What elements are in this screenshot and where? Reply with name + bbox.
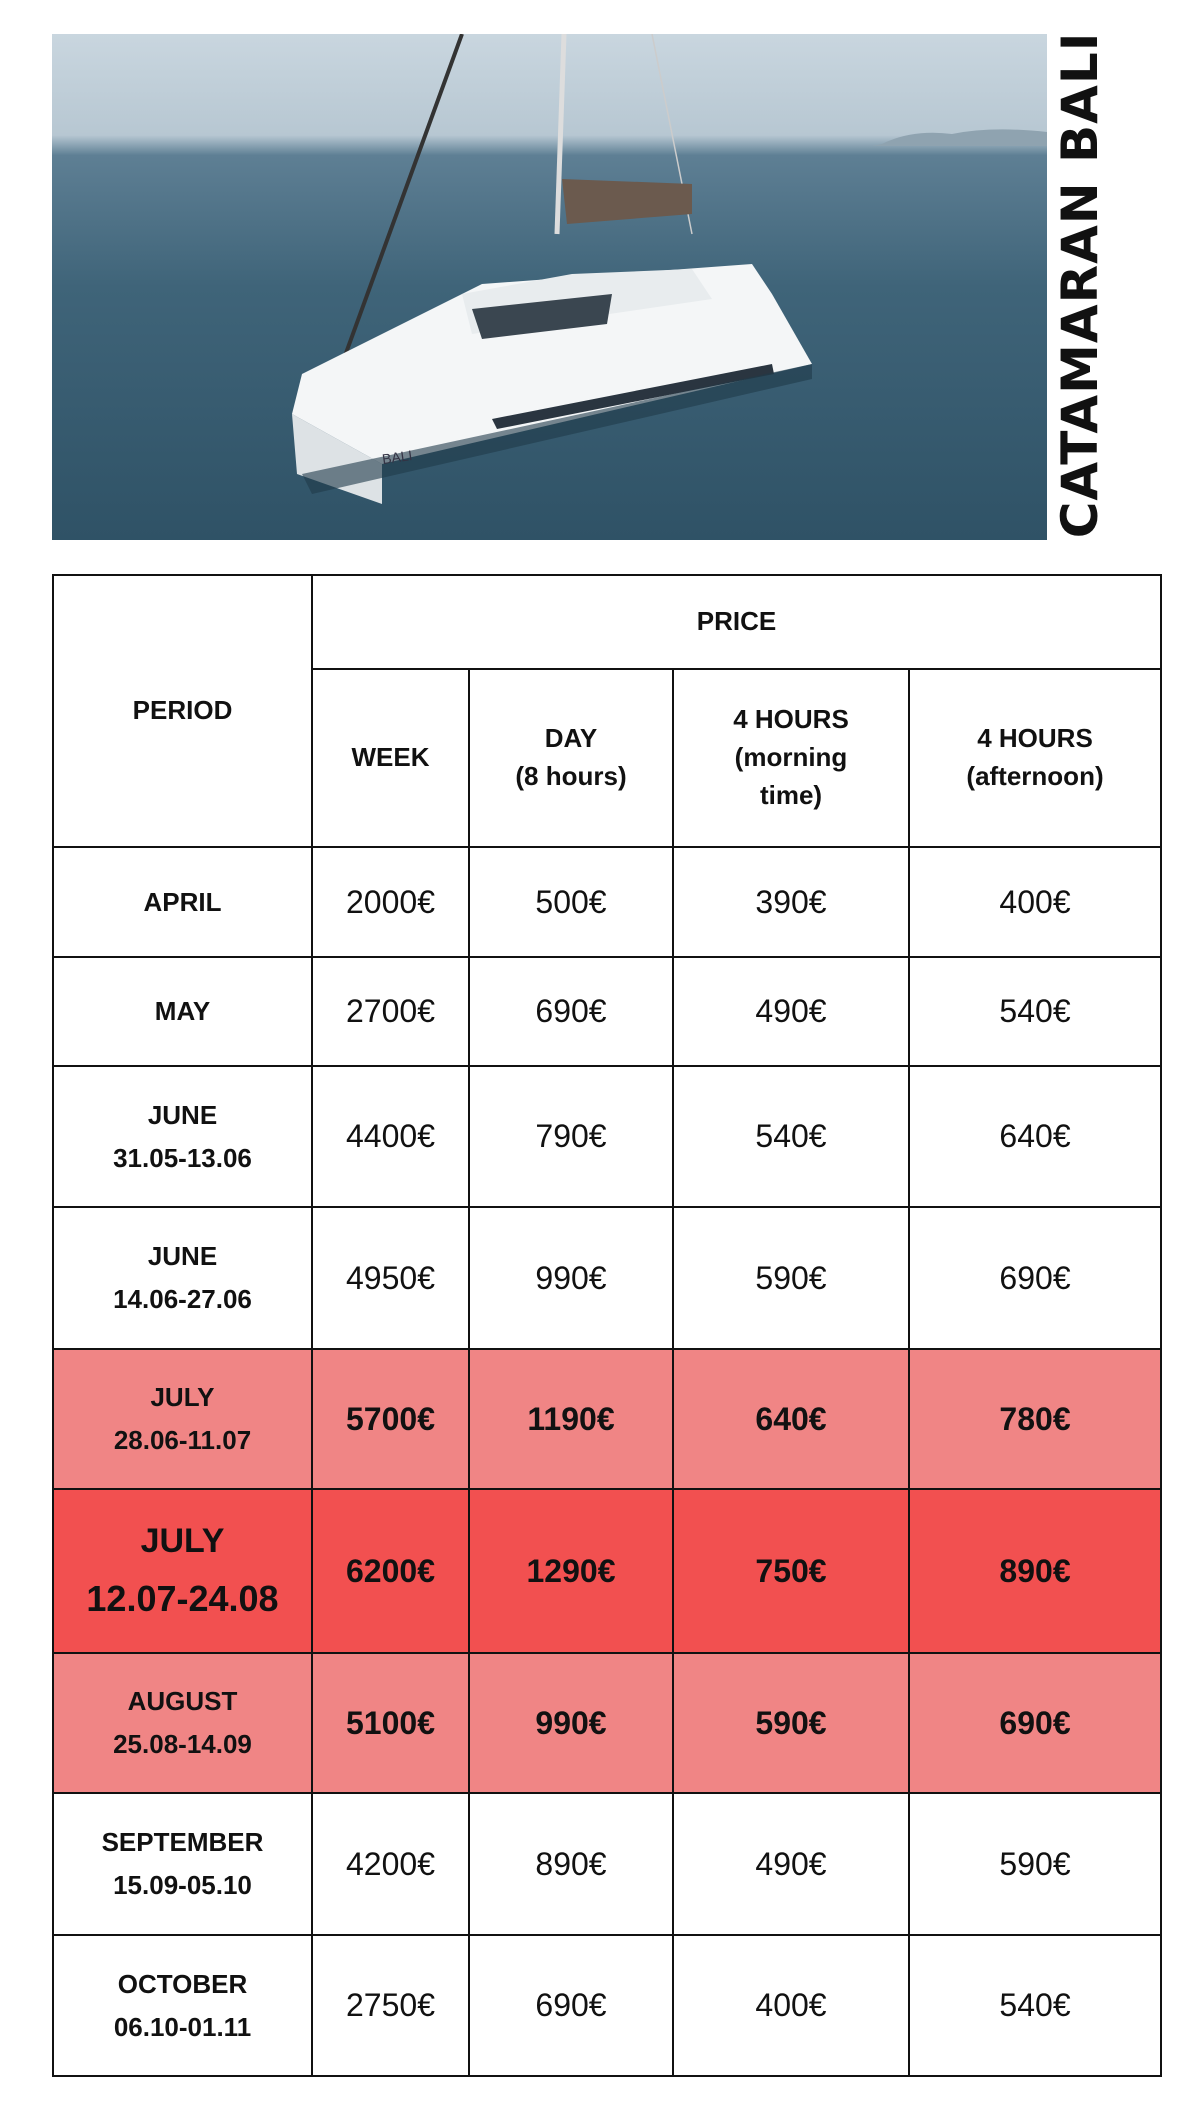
price-cell: 2000€ bbox=[312, 847, 469, 957]
table-row bbox=[53, 1207, 1161, 1349]
table-row bbox=[53, 1349, 1161, 1489]
period-month: MAY bbox=[154, 996, 211, 1027]
period-month: APRIL bbox=[143, 886, 222, 917]
period-month: JULY bbox=[140, 1522, 225, 1561]
price-cell: 4200€ bbox=[312, 1793, 469, 1935]
period-month: JULY bbox=[150, 1382, 215, 1413]
price-cell: 5100€ bbox=[312, 1653, 469, 1793]
price-cell: 690€ bbox=[909, 1653, 1161, 1793]
period-month: SEPTEMBER bbox=[101, 1827, 264, 1858]
price-cell: 640€ bbox=[909, 1066, 1161, 1207]
price-cell: 690€ bbox=[909, 1207, 1161, 1349]
price-cell: 4950€ bbox=[312, 1207, 469, 1349]
page-title: CATAMARAN BALI bbox=[1051, 31, 1109, 539]
period-dates: 06.10-01.11 bbox=[113, 2011, 252, 2042]
period-month: JUNE bbox=[147, 1241, 218, 1272]
column-header bbox=[312, 669, 469, 847]
price-cell: 540€ bbox=[909, 1935, 1161, 2076]
price-cell: 390€ bbox=[673, 847, 909, 957]
period-cell bbox=[53, 1793, 312, 1935]
table-row bbox=[53, 1066, 1161, 1207]
period-dates: 14.06-27.06 bbox=[113, 1284, 252, 1314]
table-row bbox=[53, 957, 1161, 1066]
period-cell bbox=[53, 1653, 312, 1793]
price-cell: 780€ bbox=[909, 1349, 1161, 1489]
price-cell: 990€ bbox=[469, 1207, 673, 1349]
period-dates: 25.08-14.09 bbox=[113, 1729, 252, 1759]
price-cell: 400€ bbox=[673, 1935, 909, 2076]
period-cell bbox=[53, 1066, 312, 1207]
column-header bbox=[469, 669, 673, 847]
price-cell: 2750€ bbox=[312, 1935, 469, 2076]
period-cell bbox=[53, 1207, 312, 1349]
column-header-line: (afternoon) bbox=[966, 761, 1104, 791]
period-header: PERIOD bbox=[53, 575, 312, 847]
price-cell: 490€ bbox=[673, 957, 909, 1066]
price-cell: 590€ bbox=[673, 1207, 909, 1349]
period-cell bbox=[53, 847, 312, 957]
price-cell: 590€ bbox=[909, 1793, 1161, 1935]
period-dates: 15.09-05.10 bbox=[113, 1870, 252, 1900]
column-header-line: DAY bbox=[544, 723, 598, 754]
price-table bbox=[52, 574, 1162, 2077]
price-cell: 1290€ bbox=[469, 1489, 673, 1653]
period-cell bbox=[53, 1349, 312, 1489]
column-header-line: time) bbox=[759, 779, 823, 810]
table-row bbox=[53, 1489, 1161, 1653]
price-cell: 890€ bbox=[909, 1489, 1161, 1653]
table-row bbox=[53, 1935, 1161, 2076]
hull-text: BALI bbox=[381, 446, 414, 468]
catamaran-photo bbox=[52, 34, 1047, 540]
column-header bbox=[673, 669, 909, 847]
period-dates: 12.07-24.08 bbox=[86, 1578, 279, 1620]
table-row bbox=[53, 1793, 1161, 1935]
period-cell bbox=[53, 1935, 312, 2076]
column-header-line: 4 HOURS bbox=[977, 723, 1093, 754]
price-cell: 540€ bbox=[673, 1066, 909, 1207]
price-cell: 590€ bbox=[673, 1653, 909, 1793]
price-cell: 490€ bbox=[673, 1793, 909, 1935]
column-header bbox=[909, 669, 1161, 847]
period-month: OCTOBER bbox=[117, 1968, 248, 1999]
price-cell: 2700€ bbox=[312, 957, 469, 1066]
table-row bbox=[53, 1653, 1161, 1793]
price-cell: 790€ bbox=[469, 1066, 673, 1207]
period-cell bbox=[53, 1489, 312, 1653]
price-cell: 1190€ bbox=[469, 1349, 673, 1489]
price-cell: 750€ bbox=[673, 1489, 909, 1653]
price-cell: 690€ bbox=[469, 1935, 673, 2076]
period-month: AUGUST bbox=[127, 1686, 238, 1717]
column-header-line: (8 hours) bbox=[515, 761, 627, 791]
price-cell: 5700€ bbox=[312, 1349, 469, 1489]
price-cell: 640€ bbox=[673, 1349, 909, 1489]
period-cell bbox=[53, 957, 312, 1066]
price-cell: 690€ bbox=[469, 957, 673, 1066]
price-cell: 4400€ bbox=[312, 1066, 469, 1207]
column-header-line: (morning bbox=[734, 742, 848, 773]
price-cell: 890€ bbox=[469, 1793, 673, 1935]
column-header-line: WEEK bbox=[351, 742, 430, 773]
period-dates: 31.05-13.06 bbox=[113, 1142, 252, 1173]
period-month: JUNE bbox=[147, 1099, 218, 1130]
price-cell: 540€ bbox=[909, 957, 1161, 1066]
price-cell: 990€ bbox=[469, 1653, 673, 1793]
price-cell: 500€ bbox=[469, 847, 673, 957]
period-dates: 28.06-11.07 bbox=[113, 1425, 252, 1455]
table-row bbox=[53, 847, 1161, 957]
price-header: PRICE bbox=[312, 575, 1161, 669]
price-cell: 6200€ bbox=[312, 1489, 469, 1653]
price-cell: 400€ bbox=[909, 847, 1161, 957]
column-header-line: 4 HOURS bbox=[733, 704, 849, 735]
